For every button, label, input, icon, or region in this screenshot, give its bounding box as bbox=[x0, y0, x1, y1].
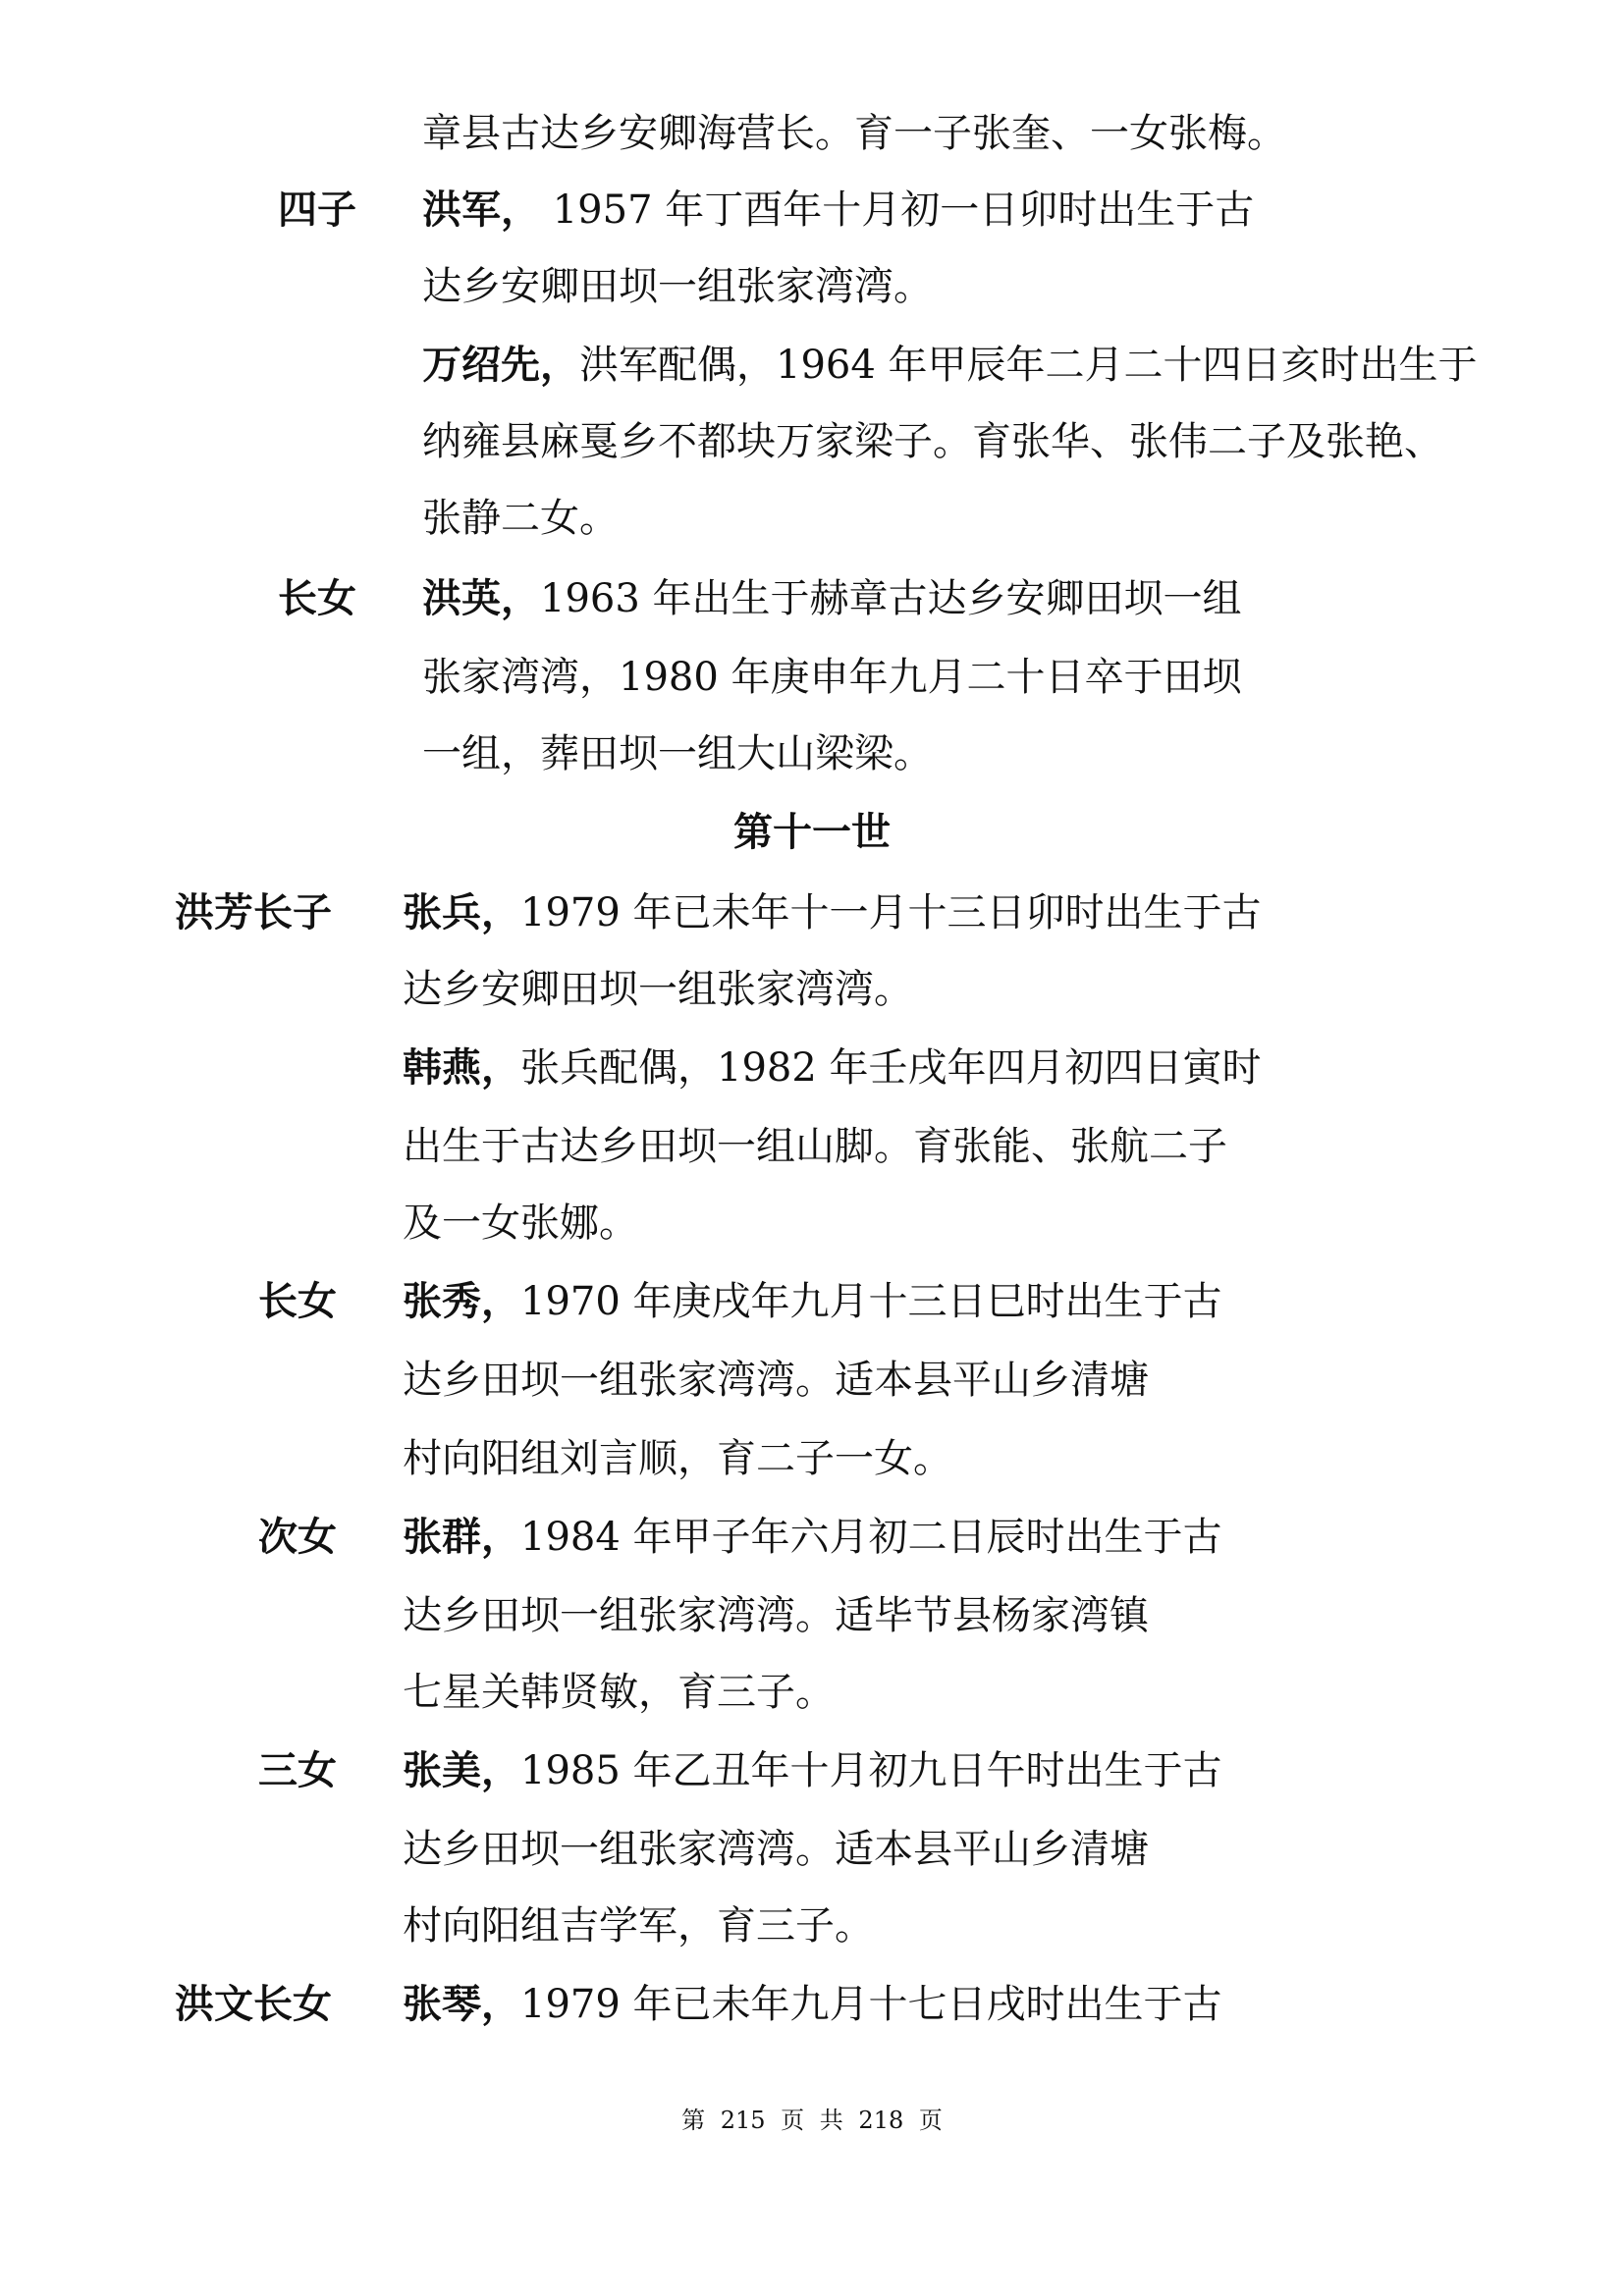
entry-line: 达乡田坝一组张家湾湾。适本县平山乡清塘 bbox=[403, 1358, 1149, 1403]
relation-label-eldest-daughter: 长女 bbox=[258, 1278, 337, 1324]
person-name: 张兵， bbox=[403, 889, 520, 935]
entry-line: 及一女张娜。 bbox=[403, 1201, 638, 1246]
person-name: 张群， bbox=[403, 1514, 520, 1560]
entry-line bbox=[403, 885, 1262, 940]
entry-line: 达乡田坝一组张家湾湾。适毕节县杨家湾镇 bbox=[403, 1593, 1149, 1638]
entry-text: 1984 年甲子年六月初二日辰时出生于古 bbox=[520, 1515, 1222, 1560]
relation-label: 洪文长女 bbox=[175, 1981, 332, 2027]
entry-line: 张静二女。 bbox=[422, 496, 619, 541]
entry-line: 达乡安卿田坝一组张家湾湾。 bbox=[422, 264, 933, 309]
entry-text: 洪军配偶，1964 年甲辰年二月二十四日亥时出生于 bbox=[579, 343, 1478, 388]
entry-line: 张家湾湾，1980 年庚申年九月二十日卒于田坝 bbox=[422, 655, 1242, 700]
person-name: 洪英， bbox=[422, 575, 540, 621]
relation-label: 洪芳长子 bbox=[175, 889, 332, 935]
entry-line bbox=[403, 1510, 1222, 1565]
entry-line bbox=[403, 1041, 1262, 1095]
entry-text: 1957 年丁酉年十月初一日卯时出生于古 bbox=[540, 187, 1255, 233]
person-name: 张琴， bbox=[403, 1981, 520, 2027]
relation-label-eldest-daughter: 长女 bbox=[278, 575, 356, 621]
person-name: 韩燕， bbox=[403, 1044, 520, 1091]
entry-line bbox=[422, 571, 1242, 626]
person-name: 洪军， bbox=[422, 187, 540, 233]
entry-line bbox=[403, 1977, 1222, 2032]
entry-line: 村向阳组吉学军，育三子。 bbox=[403, 1903, 874, 1949]
entry-line bbox=[403, 1274, 1222, 1329]
page-number-footer: 第 215 页 共 218 页 bbox=[681, 2107, 943, 2134]
entry-text: 张兵配偶，1982 年壬戌年四月初四日寅时 bbox=[520, 1045, 1262, 1091]
relation-label-second-daughter: 次女 bbox=[258, 1514, 337, 1560]
person-name: 张美， bbox=[403, 1747, 520, 1793]
relation-label-third-daughter: 三女 bbox=[258, 1747, 337, 1793]
relation-label-fourth-son: 四子 bbox=[278, 187, 356, 233]
continuation-line: 章县古达乡安卿海营长。育一子张奎、一女张梅。 bbox=[422, 111, 1286, 156]
entry-text: 1979 年已未年九月十七日戌时出生于古 bbox=[520, 1982, 1222, 2027]
entry-line: 七星关韩贤敏，育三子。 bbox=[403, 1670, 835, 1715]
entry-line: 达乡安卿田坝一组张家湾湾。 bbox=[403, 967, 913, 1012]
generation-heading: 第十一世 bbox=[733, 809, 891, 855]
entry-text: 1985 年乙丑年十月初九日午时出生于古 bbox=[520, 1748, 1222, 1793]
entry-text: 1963 年出生于赫章古达乡安卿田坝一组 bbox=[540, 576, 1242, 621]
entry-line: 一组，葬田坝一组大山梁梁。 bbox=[422, 731, 933, 776]
person-name: 张秀， bbox=[403, 1278, 520, 1324]
entry-line bbox=[403, 1743, 1222, 1798]
entry-line bbox=[422, 338, 1478, 393]
entry-line: 纳雍县麻戛乡不都块万家梁子。育张华、张伟二子及张艳、 bbox=[422, 419, 1443, 464]
entry-line: 村向阳组刘言顺，育二子一女。 bbox=[403, 1436, 952, 1481]
entry-line: 达乡田坝一组张家湾湾。适本县平山乡清塘 bbox=[403, 1827, 1149, 1872]
entry-line: 出生于古达乡田坝一组山脚。育张能、张航二子 bbox=[403, 1124, 1227, 1169]
person-name: 万绍先， bbox=[422, 342, 579, 388]
entry-line bbox=[422, 183, 1254, 238]
entry-text: 1979 年已未年十一月十三日卯时出生于古 bbox=[520, 890, 1262, 935]
entry-text: 1970 年庚戌年九月十三日巳时出生于古 bbox=[520, 1279, 1222, 1324]
